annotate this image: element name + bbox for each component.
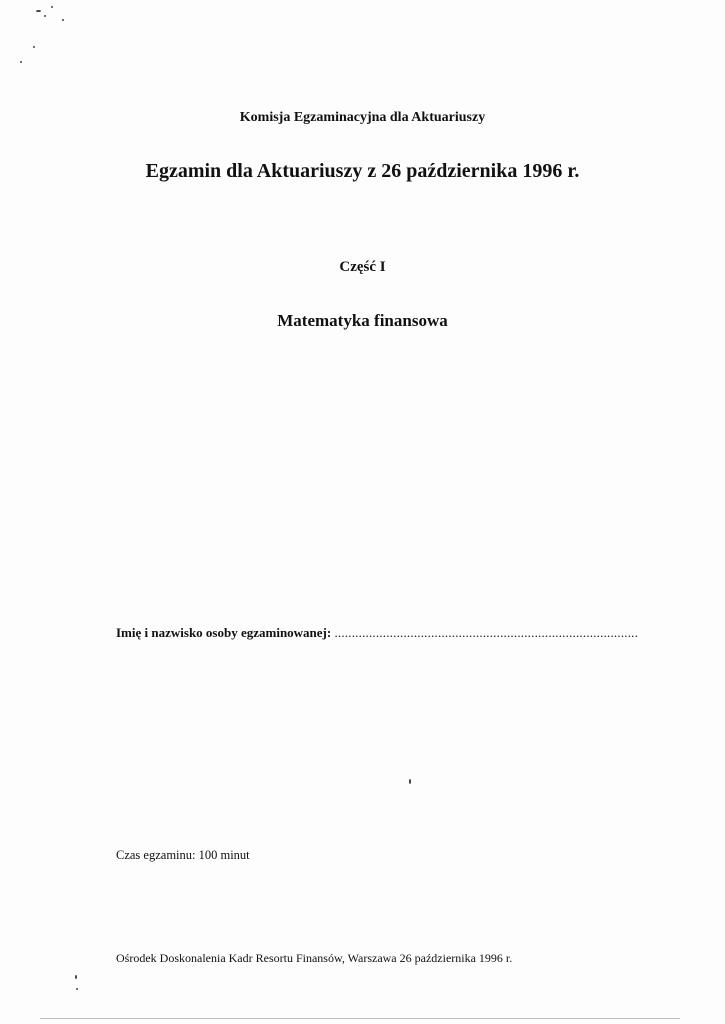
scan-speck	[36, 10, 41, 12]
scan-speck	[44, 15, 46, 17]
scan-speck	[75, 975, 77, 979]
scan-speck	[51, 6, 53, 8]
footer-text: Ośrodek Doskonalenia Kadr Resortu Finansów, Warszawa 26 października 1996 r.	[116, 951, 513, 965]
scan-speck	[76, 988, 78, 990]
scan-speck	[20, 61, 22, 63]
commission-name: Komisja Egzaminacyjna dla Aktuariuszy	[239, 110, 486, 125]
part-heading: Część I	[339, 259, 386, 275]
exam-duration: Czas egzaminu: 100 minut	[116, 848, 250, 862]
scan-speck	[409, 779, 411, 784]
subject-heading: Matematyka finansowa	[277, 311, 448, 330]
scan-speck	[33, 46, 35, 48]
scan-speck	[62, 19, 64, 21]
examinee-name-field[interactable]	[116, 625, 638, 641]
scan-edge-line	[40, 1018, 680, 1019]
examinee-name-blank[interactable]: ........................................................................................	[334, 625, 639, 640]
exam-title: Egzamin dla Aktuariuszy z 26 października 1996 r.	[145, 160, 580, 182]
examinee-name-label: Imię i nazwisko osoby egzaminowanej:	[116, 625, 332, 640]
